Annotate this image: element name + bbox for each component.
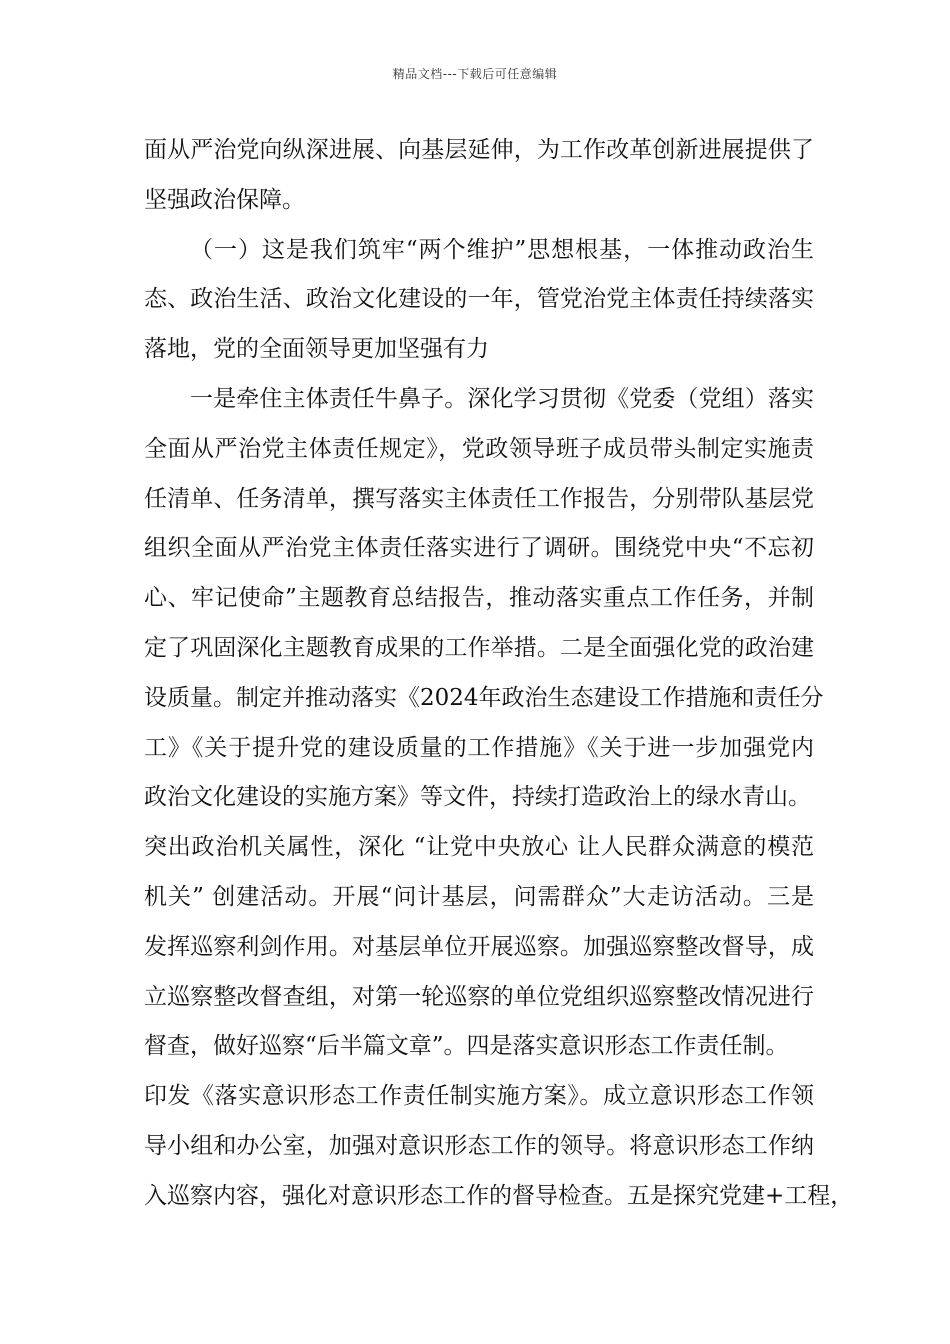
text-line: 督查，做好巡察“后半篇文章”。四是落实意识形态工作责任制。 — [144, 1033, 789, 1060]
text-line: 印发《落实意识形态工作责任制实施方案》。成立意识形态工作领 — [144, 1083, 814, 1110]
text-line: 发挥巡察利剑作用。对基层单位开展巡察。加强巡察整改督导，成 — [144, 933, 814, 960]
text-line: 政治文化建设的实施方案》等文件，持续打造政治上的绿水青山。 — [144, 784, 811, 811]
text-line: 全面从严治党主体责任规定》，党政领导班子成员带头制定实施责 — [144, 435, 814, 462]
text-line: 突出政治机关属性，深化 “让党中央放心 让人民群众满意的模范 — [144, 834, 814, 861]
section-heading-line: 态、政治生活、政治文化建设的一年，管党治党主体责任持续落实 — [144, 286, 814, 313]
section-heading-line: 落地，党的全面领导更加坚强有力 — [144, 336, 489, 363]
text-line: 立巡察整改督查组，对第一轮巡察的单位党组织巡察整改情况进行 — [144, 983, 814, 1010]
text-line: 坚强政治保障。 — [144, 186, 305, 213]
text-line: 面从严治党向纵深进展、向基层延伸，为工作改革创新进展提供了 — [144, 137, 814, 163]
text-line: 任清单、任务清单，撰写落实主体责任工作报告，分别带队基层党 — [144, 485, 814, 512]
text-line: 入巡察内容，强化对意识形态工作的督导检查。五是探究党建+工程， — [144, 1182, 854, 1209]
text-line: 心、牢记使命”主题教育总结报告，推动落实重点工作任务，并制 — [144, 585, 814, 612]
text-line: 机关” 创建活动。开展“问计基层，问需群众”大走访活动。三是 — [144, 883, 814, 910]
text-line: 一是牵住主体责任牛鼻子。深化学习贯彻《党委（党组）落实 — [190, 385, 814, 412]
text-line: 组织全面从严治党主体责任落实进行了调研。围绕党中央“不忘初 — [144, 535, 814, 562]
page-header: 精品文档---下载后可任意编辑 — [392, 67, 558, 81]
text-line: 工》《关于提升党的建设质量的工作措施》《关于进一步加强党内 — [144, 734, 814, 761]
text-line: 导小组和办公室，加强对意识形态工作的领导。将意识形态工作纳 — [144, 1132, 814, 1159]
text-line: 设质量。制定并推动落实《2024年政治生态建设工作措施和责任分 — [144, 684, 824, 711]
section-heading-line: （一）这是我们筑牢“两个维护”思想根基，一体推动政治生 — [190, 236, 814, 263]
document-body — [144, 126, 854, 1222]
text-line: 定了巩固深化主题教育成果的工作举措。二是全面强化党的政治建 — [144, 634, 814, 661]
